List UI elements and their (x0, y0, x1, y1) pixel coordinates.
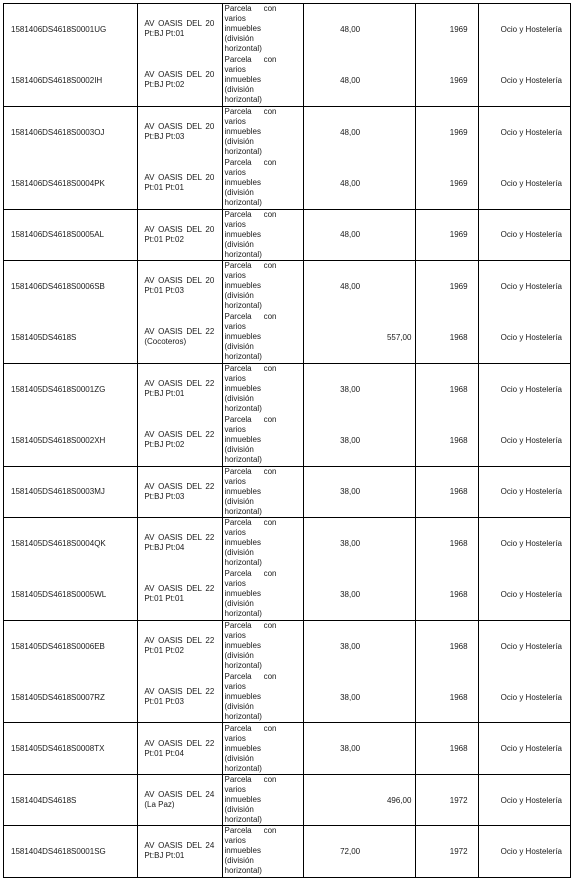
address-text: AV OASIS DEL 22 (Cocoteros) (144, 327, 215, 347)
main-use-cell: Ocio y Hostelería (478, 209, 570, 260)
classification-text: Parcela con varios inmuebles (división horizontal) (224, 209, 277, 259)
catastral-reference-cell: 1581405DS4618S0007RZ (4, 672, 138, 723)
classification-cell (222, 569, 304, 620)
construction-year-cell: 1968 (416, 363, 478, 414)
table-row (4, 774, 571, 825)
main-use-cell: Ocio y Hostelería (478, 415, 570, 466)
plot-surface-cell (364, 466, 416, 517)
classification-cell (222, 4, 304, 55)
address-cell (138, 312, 222, 363)
plot-surface-cell: 496,00 (364, 774, 416, 825)
classification-cell (222, 363, 304, 414)
construction-year-cell: 1968 (416, 312, 478, 363)
address-cell (138, 517, 222, 568)
table-row (4, 826, 571, 877)
built-surface-cell: 48,00 (304, 106, 364, 157)
built-surface-cell: 48,00 (304, 209, 364, 260)
classification-text: Parcela con varios inmuebles (división horizontal) (224, 466, 277, 516)
classification-cell (222, 723, 304, 774)
address-text: AV OASIS DEL 22 Pt:01 Pt:02 (144, 636, 215, 656)
address-text: AV OASIS DEL 22 Pt:BJ Pt:01 (144, 379, 215, 399)
table-row (4, 4, 571, 55)
catastral-reference-cell: 1581406DS4618S0005AL (4, 209, 138, 260)
plot-surface-cell (364, 363, 416, 414)
classification-text: Parcela con varios inmuebles (división horizontal) (224, 158, 277, 208)
classification-cell (222, 209, 304, 260)
plot-surface-cell (364, 826, 416, 877)
built-surface-cell: 48,00 (304, 4, 364, 55)
address-cell (138, 158, 222, 209)
classification-text: Parcela con varios inmuebles (división horizontal) (224, 4, 277, 54)
address-text: AV OASIS DEL 20 Pt:BJ Pt:03 (144, 122, 215, 142)
built-surface-cell (304, 312, 364, 363)
classification-cell (222, 672, 304, 723)
classification-cell (222, 158, 304, 209)
plot-surface-cell (364, 209, 416, 260)
classification-cell (222, 774, 304, 825)
catastral-reference-cell: 1581405DS4618S0006EB (4, 620, 138, 671)
catastral-reference-cell: 1581404DS4618S0001SG (4, 826, 138, 877)
address-cell (138, 723, 222, 774)
table-row (4, 620, 571, 671)
address-text: AV OASIS DEL 22 Pt:01 Pt:04 (144, 738, 215, 758)
address-cell (138, 774, 222, 825)
address-text: AV OASIS DEL 20 Pt:BJ Pt:02 (144, 70, 215, 90)
plot-surface-cell (364, 569, 416, 620)
catastral-reference-cell: 1581404DS4618S (4, 774, 138, 825)
built-surface-cell: 72,00 (304, 826, 364, 877)
table-row (4, 569, 571, 620)
table-row (4, 260, 571, 311)
built-surface-cell: 38,00 (340, 692, 361, 702)
built-surface-cell: 38,00 (340, 589, 361, 599)
address-cell (138, 4, 222, 55)
address-cell (138, 209, 222, 260)
classification-cell (222, 466, 304, 517)
construction-year-cell: 1968 (416, 466, 478, 517)
main-use-cell: Ocio y Hostelería (478, 4, 570, 55)
plot-surface-cell (364, 158, 416, 209)
construction-year-cell: 1972 (416, 826, 478, 877)
address-cell (138, 569, 222, 620)
construction-year-cell: 1969 (416, 209, 478, 260)
address-text: AV OASIS DEL 22 Pt:01 Pt:03 (144, 687, 215, 707)
classification-text: Parcela con varios inmuebles (división horizontal) (224, 569, 277, 619)
construction-year-cell: 1968 (416, 672, 478, 723)
classification-cell (222, 826, 304, 877)
construction-year-cell: 1972 (416, 774, 478, 825)
address-text: AV OASIS DEL 22 Pt:BJ Pt:04 (144, 533, 215, 553)
classification-text: Parcela con varios inmuebles (división horizontal) (224, 107, 277, 157)
classification-cell (222, 415, 304, 466)
address-text: AV OASIS DEL 20 Pt:01 Pt:01 (144, 173, 215, 193)
catastral-reference-cell: 1581405DS4618S0005WL (4, 569, 138, 620)
classification-text: Parcela con varios inmuebles (división horizontal) (224, 775, 277, 825)
classification-text: Parcela con varios inmuebles (división horizontal) (224, 518, 277, 568)
catastral-reference-cell: 1581405DS4618S0004QK (4, 517, 138, 568)
plot-surface-cell (364, 55, 416, 106)
address-text: AV OASIS DEL 20 Pt:BJ Pt:01 (144, 19, 215, 39)
main-use-cell: Ocio y Hostelería (478, 826, 570, 877)
plot-surface-cell (364, 260, 416, 311)
table-row (4, 517, 571, 568)
classification-text: Parcela con varios inmuebles (división horizontal) (224, 723, 277, 773)
plot-surface-cell (364, 620, 416, 671)
catastral-reference-cell: 1581406DS4618S0006SB (4, 260, 138, 311)
table-body (4, 4, 571, 878)
table-row (4, 672, 571, 723)
built-surface-cell: 48,00 (340, 75, 361, 85)
address-text: AV OASIS DEL 24 (La Paz) (144, 790, 215, 810)
main-use-cell: Ocio y Hostelería (478, 312, 570, 363)
table-row (4, 415, 571, 466)
classification-text: Parcela con varios inmuebles (división horizontal) (224, 415, 277, 465)
catastral-reference-cell: 1581406DS4618S0002IH (4, 55, 138, 106)
main-use-cell: Ocio y Hostelería (478, 363, 570, 414)
classification-text: Parcela con varios inmuebles (división horizontal) (224, 312, 277, 362)
catastral-reference-cell: 1581406DS4618S0003OJ (4, 106, 138, 157)
classification-text: Parcela con varios inmuebles (división horizontal) (224, 672, 277, 722)
construction-year-cell: 1969 (416, 106, 478, 157)
catastral-reference-cell: 1581406DS4618S0001UG (4, 4, 138, 55)
construction-year-cell: 1968 (416, 620, 478, 671)
main-use-cell: Ocio y Hostelería (478, 672, 570, 723)
main-use-cell: Ocio y Hostelería (478, 158, 570, 209)
plot-surface-cell (364, 517, 416, 568)
main-use-cell: Ocio y Hostelería (478, 517, 570, 568)
built-surface-cell: 38,00 (304, 620, 364, 671)
built-surface-cell: 48,00 (340, 178, 361, 188)
catastral-reference-cell: 1581405DS4618S0001ZG (4, 363, 138, 414)
construction-year-cell: 1968 (416, 415, 478, 466)
catastral-reference-cell: 1581405DS4618S0008TX (4, 723, 138, 774)
address-cell (138, 363, 222, 414)
main-use-cell: Ocio y Hostelería (478, 55, 570, 106)
address-cell (138, 415, 222, 466)
table-row (4, 158, 571, 209)
main-use-cell: Ocio y Hostelería (478, 466, 570, 517)
address-cell (138, 106, 222, 157)
plot-surface-cell (364, 415, 416, 466)
classification-cell (222, 312, 304, 363)
built-surface-cell: 48,00 (304, 260, 364, 311)
classification-cell (222, 55, 304, 106)
classification-cell (222, 106, 304, 157)
construction-year-cell: 1969 (416, 4, 478, 55)
plot-surface-cell (364, 672, 416, 723)
catastral-reference-cell: 1581406DS4618S0004PK (4, 158, 138, 209)
classification-text: Parcela con varios inmuebles (división horizontal) (224, 826, 277, 876)
catastral-reference-cell: 1581405DS4618S0002XH (4, 415, 138, 466)
table-row (4, 466, 571, 517)
plot-surface-cell (364, 723, 416, 774)
plot-surface-cell (364, 106, 416, 157)
plot-surface-cell (364, 4, 416, 55)
address-text: AV OASIS DEL 20 Pt:01 Pt:03 (144, 276, 215, 296)
address-text: AV OASIS DEL 22 Pt:01 Pt:01 (144, 584, 215, 604)
built-surface-cell (304, 774, 364, 825)
classification-text: Parcela con varios inmuebles (división horizontal) (224, 621, 277, 671)
address-cell (138, 260, 222, 311)
construction-year-cell: 1969 (416, 158, 478, 209)
catastral-reference-cell: 1581405DS4618S (4, 312, 138, 363)
catastral-reference-cell: 1581405DS4618S0003MJ (4, 466, 138, 517)
address-cell (138, 672, 222, 723)
address-cell (138, 620, 222, 671)
classification-text: Parcela con varios inmuebles (división horizontal) (224, 55, 277, 105)
address-cell (138, 826, 222, 877)
table-row (4, 723, 571, 774)
table-row (4, 55, 571, 106)
main-use-cell: Ocio y Hostelería (478, 774, 570, 825)
main-use-cell: Ocio y Hostelería (478, 569, 570, 620)
built-surface-cell: 38,00 (340, 435, 361, 445)
main-use-cell: Ocio y Hostelería (478, 106, 570, 157)
address-cell (138, 55, 222, 106)
main-use-cell: Ocio y Hostelería (478, 723, 570, 774)
construction-year-cell: 1968 (416, 517, 478, 568)
main-use-cell: Ocio y Hostelería (478, 620, 570, 671)
classification-text: Parcela con varios inmuebles (división horizontal) (224, 261, 277, 311)
main-use-cell: Ocio y Hostelería (478, 260, 570, 311)
address-text: AV OASIS DEL 20 Pt:01 Pt:02 (144, 224, 215, 244)
classification-cell (222, 517, 304, 568)
construction-year-cell: 1969 (416, 260, 478, 311)
table-row (4, 312, 571, 363)
construction-year-cell: 1968 (416, 569, 478, 620)
classification-cell (222, 620, 304, 671)
address-text: AV OASIS DEL 22 Pt:BJ Pt:03 (144, 481, 215, 501)
built-surface-cell: 38,00 (304, 363, 364, 414)
address-text: AV OASIS DEL 24 Pt:BJ Pt:01 (144, 841, 215, 861)
built-surface-cell: 38,00 (304, 466, 364, 517)
address-cell (138, 466, 222, 517)
address-text: AV OASIS DEL 22 Pt:BJ Pt:02 (144, 430, 215, 450)
construction-year-cell: 1969 (416, 55, 478, 106)
table-row (4, 209, 571, 260)
plot-surface-cell: 557,00 (364, 312, 416, 363)
classification-text: Parcela con varios inmuebles (división horizontal) (224, 364, 277, 414)
table-row (4, 106, 571, 157)
construction-year-cell: 1968 (416, 723, 478, 774)
built-surface-cell: 38,00 (304, 517, 364, 568)
cadastral-table (3, 3, 571, 878)
classification-cell (222, 260, 304, 311)
table-row (4, 363, 571, 414)
built-surface-cell: 38,00 (304, 723, 364, 774)
